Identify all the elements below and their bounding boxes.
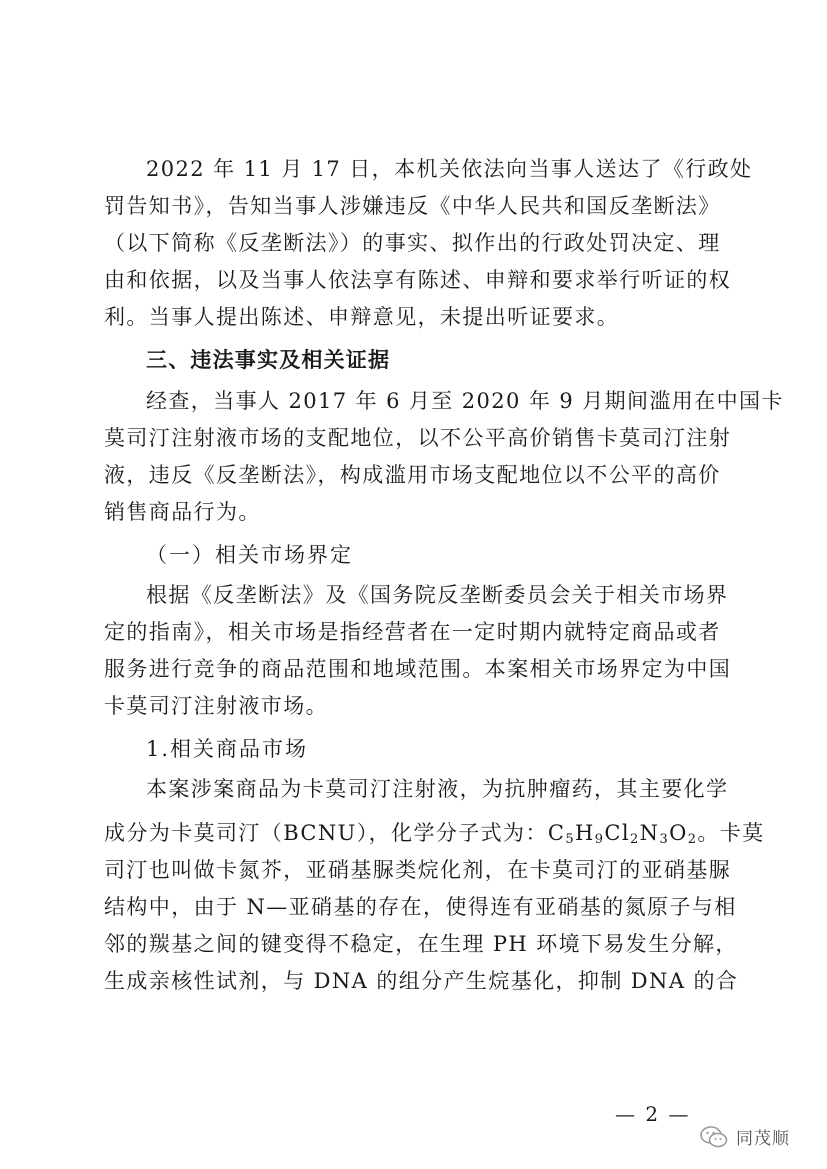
paragraph-line: 服务进行竞争的商品范围和地域范围。本案相关市场界定为中国 xyxy=(104,657,732,681)
formula-subscript: 5 xyxy=(565,832,576,847)
paragraph-line: 生成亲核性试剂，与 DNA 的组分产生烷基化，抑制 DNA 的合 xyxy=(104,969,739,993)
watermark xyxy=(700,1124,790,1149)
page-number: — 2 — xyxy=(615,1102,691,1126)
paragraph-line: 结构中，由于 N—亚硝基的存在，使得连有亚硝基的氮原子与相 xyxy=(104,895,737,919)
subsection-heading: 1.相关商品市场 xyxy=(146,737,309,761)
formula-subscript: 3 xyxy=(659,832,670,847)
paragraph-line: 本案涉案商品为卡莫司汀注射液，为抗肿瘤药，其主要化学 xyxy=(146,777,729,801)
paragraph-line: 卡莫司汀注射液市场。 xyxy=(104,694,328,718)
paragraph-line: 利。当事人提出陈述、申辩意见，未提出听证要求。 xyxy=(104,305,620,329)
paragraph-line: 邻的羰基之间的键变得不稳定，在生理 PH 环境下易发生分解， xyxy=(104,932,738,956)
formula-part: Cl xyxy=(604,821,630,845)
formula-part: H xyxy=(575,821,595,845)
chemical-formula xyxy=(548,821,698,845)
paragraph-line: 司汀也叫做卡氮芥，亚硝基脲类烷化剂，在卡莫司汀的亚硝基脲 xyxy=(104,858,732,882)
paragraph-line: 根据《反垄断法》及《国务院反垄断委员会关于相关市场界 xyxy=(146,583,729,607)
formula-prefix: 成分为卡莫司汀（BCNU），化学分子式为： xyxy=(104,821,548,845)
paragraph-line: 销售商品行为。 xyxy=(104,500,261,524)
watermark-text: 同茂顺 xyxy=(736,1129,790,1149)
formula-subscript: 2 xyxy=(687,832,698,847)
wechat-icon xyxy=(700,1126,728,1148)
section-heading: 三、违法事实及相关证据 xyxy=(146,348,391,372)
paragraph-line: 由和依据，以及当事人依法享有陈述、申辩和要求举行听证的权 xyxy=(104,268,732,292)
formula-part: C xyxy=(547,821,566,845)
formula-part: N xyxy=(639,821,660,845)
formula-suffix: 。卡莫 xyxy=(697,821,765,845)
paragraph-line: （以下简称《反垄断法》）的事实、拟作出的行政处罚决定、理 xyxy=(104,231,721,255)
paragraph-line-formula xyxy=(104,818,765,848)
formula-part: O xyxy=(669,821,688,845)
formula-subscript: 2 xyxy=(630,832,640,847)
paragraph-line: 经查，当事人 2017 年 6 月至 2020 年 9 月期间滥用在中国卡 xyxy=(146,389,784,413)
paragraph-line: 2022 年 11 月 17 日，本机关依法向当事人送达了《行政处 xyxy=(146,157,753,181)
formula-subscript: 9 xyxy=(594,832,605,847)
paragraph-line: 定的指南》，相关市场是指经营者在一定时期内就特定商品或者 xyxy=(104,620,721,644)
subsection-heading: （一）相关市场界定 xyxy=(146,543,353,567)
paragraph-line: 液，违反《反垄断法》，构成滥用市场支配地位以不公平的高价 xyxy=(104,463,721,487)
paragraph-line: 罚告知书》，告知当事人涉嫌违反《中华人民共和国反垄断法》 xyxy=(104,194,721,218)
paragraph-line: 莫司汀注射液市场的支配地位，以不公平高价销售卡莫司汀注射 xyxy=(104,426,732,450)
